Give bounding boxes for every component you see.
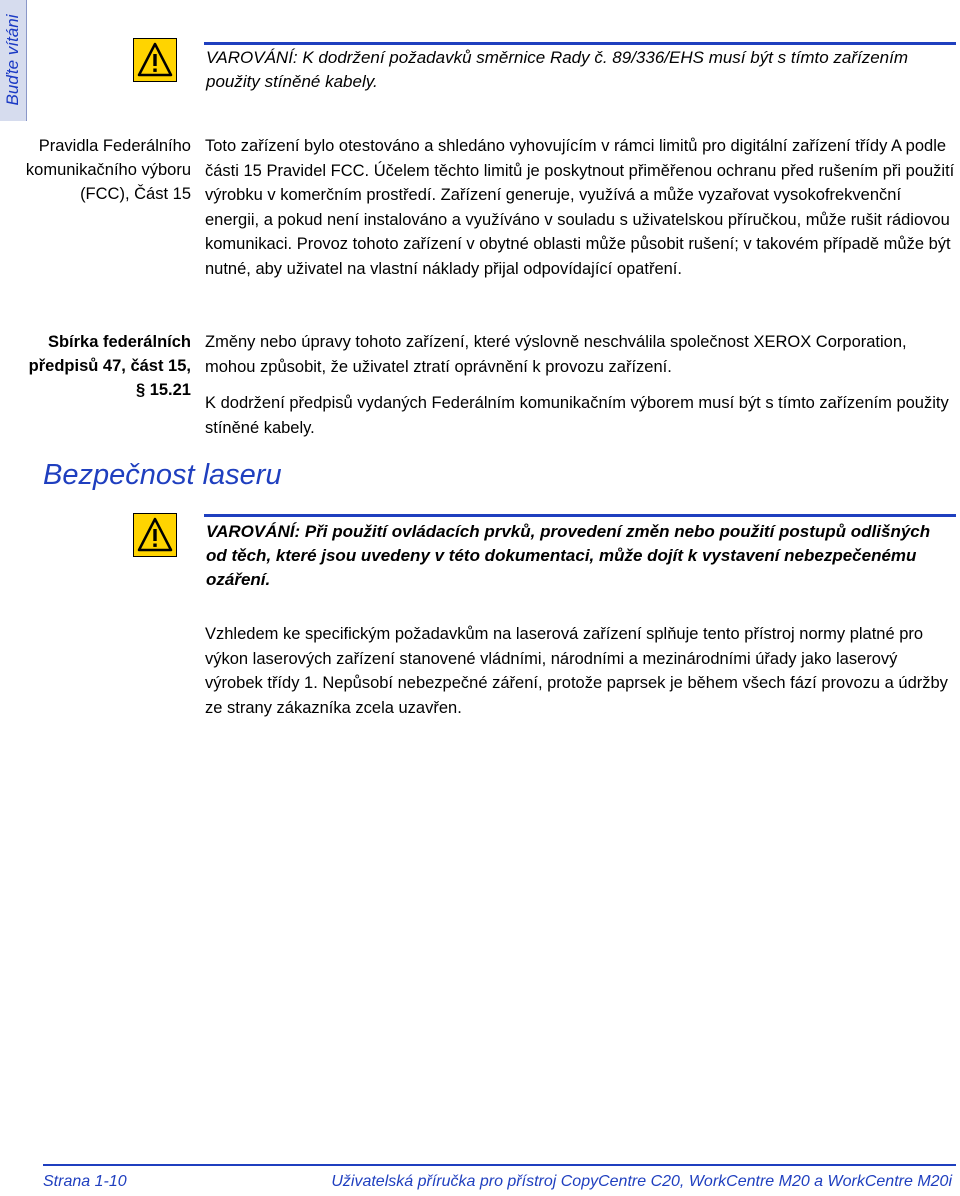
footer-rule	[43, 1164, 956, 1166]
side-tab-label: Buďte vítáni	[3, 14, 22, 106]
warning-rule	[204, 42, 956, 45]
fcc-paragraph: Toto zařízení bylo otestováno a shledáno vyhovujícím v rámci limitů pro digitální zařízení třídy A podle části 15 Pravidel FCC. Účelem těchto limitů je poskytnout přiměřenou ochranu před rušením při použití výrobku v komerčním prostředí. Zařízení generuje, využívá a může vyzařovat vysokofrekvenční energii, a pokud není instalováno a využíváno v souladu s uživatelskou příručkou, může rušit rádiovou komunikaci. Provoz tohoto zařízení v obytné oblasti může působit rušení; v takovém případě může být nutné, aby uživatel na vlastní náklady přijal odpovídající opatření.	[205, 137, 955, 278]
cfr-paragraph-2: K dodržení předpisů vydaných Federálním komunikačním výborem musí být s tímto zařízením použity stíněné kabely.	[205, 394, 949, 437]
laser-paragraph: Vzhledem ke specifickým požadavkům na laserová zařízení splňuje tento přístroj normy platné pro výkon laserových zařízení stanovené vládními, národními a mezinárodními úřady jako laserový výrobek třídy 1. Nepůsobí nebezpečné záření, protože paprsek je během všech fází provozu a údržby ze strany zákazníka zcela uzavřen.	[205, 625, 948, 717]
footer-page-number: Strana 1-10	[43, 1173, 127, 1190]
laser-warning-rule	[204, 514, 956, 517]
cfr-margin-heading: Sbírka federálních předpisů 47, část 15, § 15.21	[28, 333, 191, 399]
section-title-laser: Bezpečnost laseru	[43, 459, 282, 491]
footer-title: Uživatelská příručka pro přístroj CopyCentre C20, WorkCentre M20 a WorkCentre M20i	[331, 1173, 952, 1190]
fcc-warning-text: VAROVÁNÍ: K dodržení požadavků směrnice Rady č. 89/336/EHS musí být s tímto zařízením použity stíněné kabely.	[206, 48, 909, 91]
warning-triangle-icon	[133, 513, 177, 557]
fcc-margin-heading: Pravidla Federálního komunikačního výboru (FCC), Část 15	[25, 137, 191, 203]
laser-warning-text: VAROVÁNÍ: Při použití ovládacích prvků, provedení změn nebo použití postupů odlišných od těch, které jsou uvedeny v této dokumentaci, může dojít k vystavení nebezpečenému ozáření.	[206, 522, 931, 589]
side-tab	[0, 0, 27, 121]
warning-triangle-icon	[133, 38, 177, 82]
cfr-paragraph-1: Změny nebo úpravy tohoto zařízení, které výslovně neschválila společnost XEROX Corporation, mohou způsobit, že uživatel ztratí oprávnění k provozu zařízení.	[205, 333, 907, 376]
